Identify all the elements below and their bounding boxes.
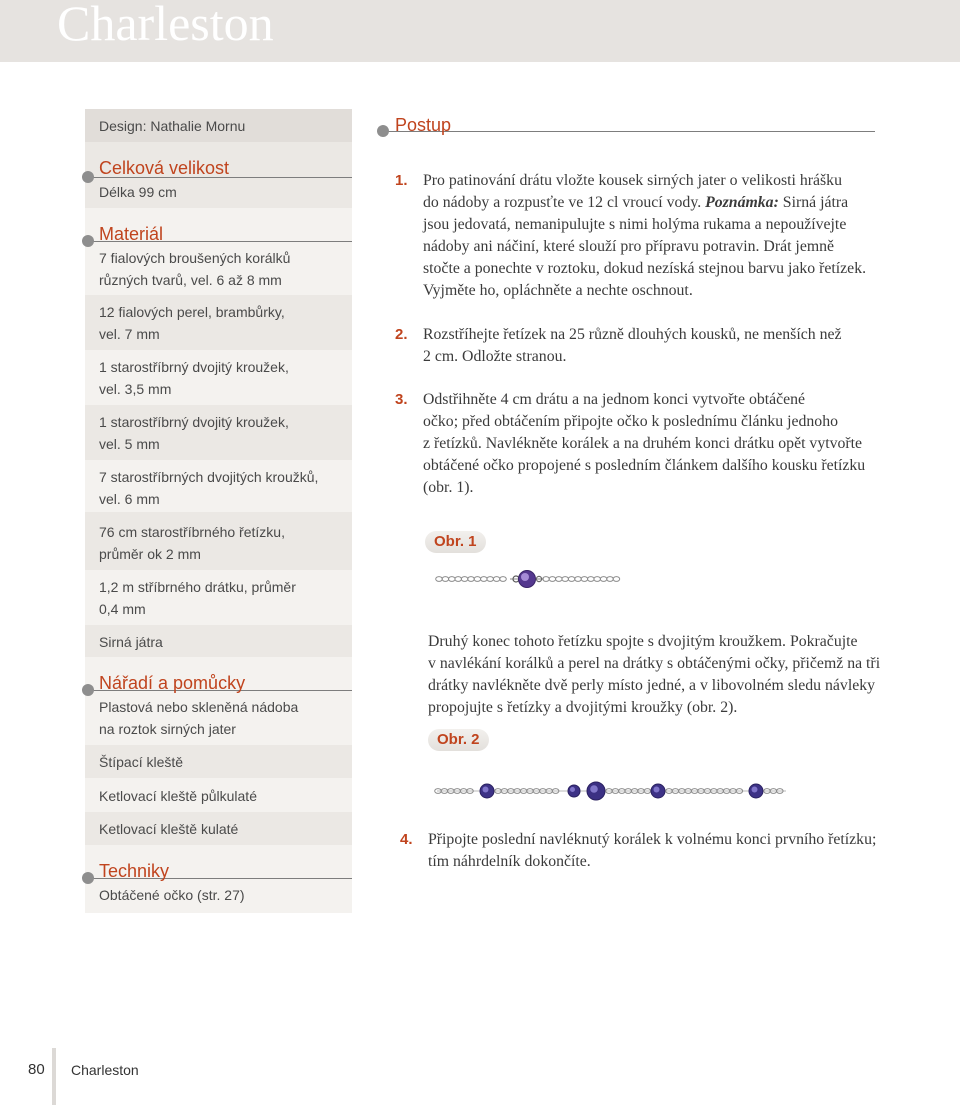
chain-link: [436, 577, 443, 582]
material-row: [85, 625, 352, 657]
material-item: [85, 570, 352, 620]
size-heading: Celková velikost: [99, 158, 230, 178]
sidebar: [85, 109, 352, 913]
paragraph-line: v navlékání korálků a perel na drátky s obtáčenými očky, přičemž na tři: [428, 655, 881, 672]
material-row: [85, 350, 352, 405]
chain-link: [461, 577, 468, 582]
step-line: Rozstříhejte řetízek na 25 různě dlouhých kousků, ne menších než: [423, 326, 842, 343]
bead-highlight: [654, 787, 660, 793]
step-line: (obr. 1).: [423, 479, 474, 496]
chain-link: [474, 577, 481, 582]
header-band: [0, 0, 960, 62]
bead: [480, 784, 494, 798]
chain-link: [493, 577, 500, 582]
material-line: 1,2 m stříbrného drátku, průměr: [99, 579, 296, 595]
step-number: 4.: [400, 831, 413, 848]
chain-link: [442, 577, 449, 582]
chain-link: [613, 577, 620, 582]
continuation-paragraph: [428, 631, 880, 719]
material-line: vel. 3,5 mm: [99, 381, 172, 397]
techniques-section: [85, 845, 352, 913]
pearl-small: [568, 785, 580, 797]
material-line: 0,4 mm: [99, 601, 146, 617]
material-item: [85, 460, 352, 510]
chain-link: [600, 577, 607, 582]
page-number: 80: [28, 1061, 45, 1078]
step-line: 2 cm. Odložte stranou.: [423, 348, 567, 365]
tool-row: [85, 745, 352, 778]
step-line: tím náhrdelník dokončíte.: [428, 853, 591, 870]
figure-1-label: Obr. 1: [425, 531, 486, 553]
techniques-heading: Techniky: [99, 861, 170, 881]
pearl-large: [587, 782, 605, 800]
material-line: průměr ok 2 mm: [99, 546, 201, 562]
step-line: jsou jedovatá, nemanipulujte s nimi holýma rukama a nepoužívejte: [423, 216, 847, 233]
tools-heading: Nářadí a pomůcky: [99, 673, 246, 693]
figure-1-illustration: [430, 564, 630, 594]
step-text: [423, 324, 842, 368]
material-line: různých tvarů, vel. 6 až 8 mm: [99, 272, 282, 288]
size-value: Délka 99 cm: [99, 184, 177, 200]
chain-link: [500, 577, 507, 582]
material-line: 1 starostříbrný dvojitý kroužek,: [99, 414, 289, 430]
tool-row: [85, 778, 352, 812]
material-row: [85, 295, 352, 350]
chain-link: [607, 577, 614, 582]
step-text: [428, 829, 876, 873]
paragraph-line: drátky navlékněte dvě perly místo jedné, a v libovolném sledu návleky: [428, 677, 876, 694]
bullet-dot: [377, 125, 389, 137]
technique-item: Obtáčené očko (str. 27): [99, 887, 245, 903]
running-footer-title: Charleston: [71, 1062, 139, 1078]
step-text: [423, 170, 866, 302]
chain-link: [575, 577, 582, 582]
page-title: Charleston: [57, 0, 274, 51]
chain-link: [568, 577, 575, 582]
tools-section: [85, 657, 352, 745]
chain-segment: [436, 577, 507, 582]
step-line-part: do nádoby a rozpusťte ve 12 cl vroucí vody.: [423, 194, 706, 211]
chain-link: [549, 577, 556, 582]
material-line: Sirná játra: [99, 634, 163, 650]
figure-2-label: Obr. 2: [428, 729, 489, 751]
material-line: vel. 6 mm: [99, 491, 160, 507]
designer-credit: Design: Nathalie Mornu: [99, 118, 246, 134]
note-label: Poznámka:: [705, 194, 779, 211]
bead-highlight: [483, 787, 489, 793]
chain-link: [487, 577, 494, 582]
material-line: 7 starostříbrných dvojitých kroužků,: [99, 469, 319, 485]
material-line: 12 fialových perel, brambůrky,: [99, 304, 285, 320]
tool-item: [85, 696, 352, 740]
tool-item: Štípací kleště: [99, 754, 184, 770]
material-row: [85, 460, 352, 512]
materials-heading: Materiál: [99, 224, 164, 244]
step-number: 2.: [395, 326, 408, 343]
tool-item: Ketlovací kleště půlkulaté: [99, 788, 257, 804]
tool-line: Plastová nebo skleněná nádoba: [99, 699, 299, 715]
step-number: 3.: [395, 391, 408, 408]
material-line: vel. 5 mm: [99, 436, 160, 452]
tool-line: na roztok sirných jater: [99, 721, 236, 737]
size-section: [85, 142, 352, 208]
bead-highlight: [590, 785, 598, 793]
bead-highlight: [752, 787, 758, 793]
step-line: obtáčené očko propojené s posledním článkem dalšího kousku řetízku: [423, 457, 866, 474]
chain-segment: [543, 577, 620, 582]
material-line: vel. 7 mm: [99, 326, 160, 342]
chain-link: [594, 577, 601, 582]
tool-item: Ketlovací kleště kulaté: [99, 821, 239, 837]
paragraph-line: propojujte s řetízky a dvojitými kroužky (obr. 2).: [428, 699, 738, 716]
material-line: 76 cm starostříbrného řetízku,: [99, 524, 285, 540]
step-line: Vyjměte ho, opláchněte a nechte oschnout.: [423, 282, 693, 299]
material-line: 1 starostříbrný dvojitý kroužek,: [99, 359, 289, 375]
bead-highlight: [521, 573, 529, 581]
chain-link: [468, 577, 475, 582]
material-row: [85, 570, 352, 625]
step-line: očko; před obtáčením připojte očko k poslednímu článku jednoho: [423, 413, 839, 430]
step-line: nádoby ani náčiní, které slouží pro přípravu potravin. Drát jemně: [423, 238, 835, 255]
step-text: [423, 389, 865, 499]
designer-row: [85, 109, 352, 142]
material-item: [85, 247, 352, 291]
step-line: [423, 192, 866, 214]
chain-link: [481, 577, 488, 582]
paragraph-line: Druhý konec tohoto řetízku spojte s dvojitým kroužkem. Pokračujte: [428, 633, 858, 650]
crystal-bead: [519, 571, 536, 588]
tool-row: [85, 812, 352, 845]
step-line: Odstřihněte 4 cm drátu a na jednom konci vytvořte obtáčené: [423, 391, 806, 408]
heading-rule: [383, 131, 875, 132]
chain-link: [588, 577, 595, 582]
step-line: z řetízků. Navlékněte korálek a na druhém konci drátku opět vytvořte: [423, 435, 863, 452]
material-item: [85, 512, 352, 565]
material-line: 7 fialových broušených korálků: [99, 250, 291, 266]
step-number: 1.: [395, 172, 408, 189]
step-line-part: Sirná játra: [778, 194, 849, 211]
chain-link: [562, 577, 569, 582]
chain-link: [449, 577, 456, 582]
materials-section: [85, 208, 352, 295]
material-item: [85, 405, 352, 455]
material-item: [85, 625, 352, 653]
step-line: Připojte poslední navléknutý korálek k volnému konci prvního řetízku;: [428, 831, 877, 848]
footer-divider: [52, 1048, 56, 1105]
material-item: [85, 350, 352, 400]
step-line: Pro patinování drátu vložte kousek sirných jater o velikosti hrášku: [423, 172, 842, 189]
material-row: [85, 512, 352, 570]
step-line: stočte a ponechte v roztoku, dokud nezíská stejnou barvu jako řetízek.: [423, 260, 867, 277]
chain-link: [556, 577, 563, 582]
bead: [749, 784, 763, 798]
chain-link: [581, 577, 588, 582]
bead-highlight: [570, 787, 575, 792]
bead: [651, 784, 665, 798]
material-item: [85, 295, 352, 345]
instructions-heading: Postup: [395, 115, 452, 135]
figure-2-illustration: [430, 776, 795, 806]
material-row: [85, 405, 352, 460]
chain-link: [455, 577, 462, 582]
